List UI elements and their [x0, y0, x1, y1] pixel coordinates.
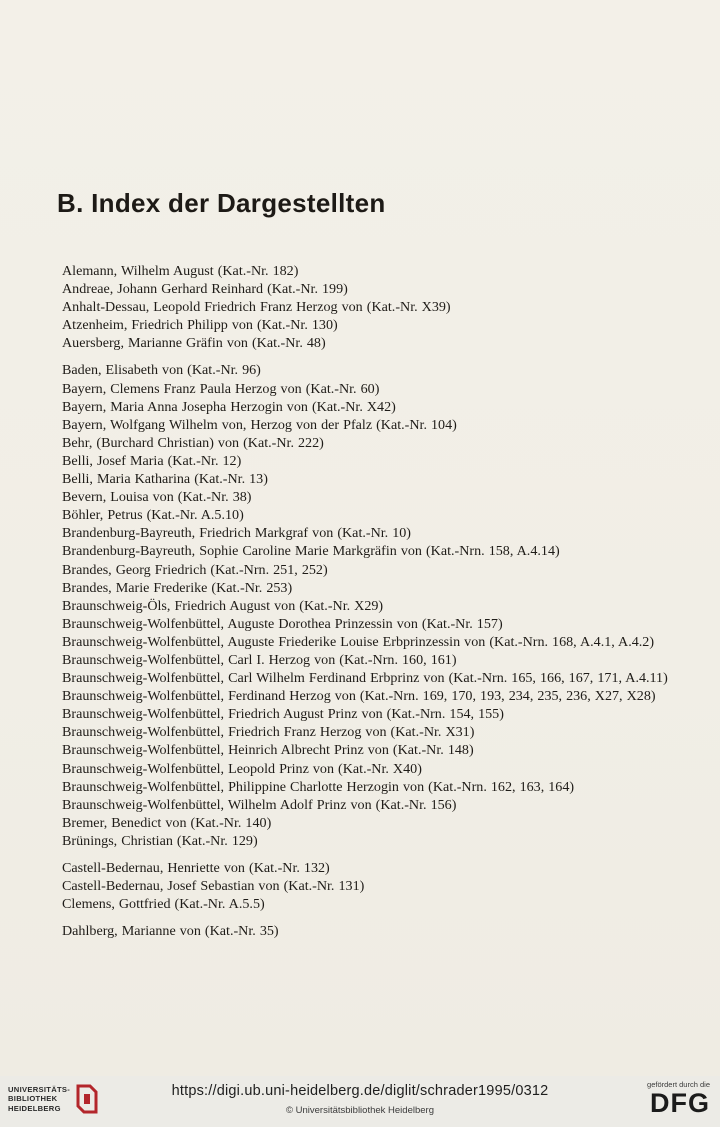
index-entry: Braunschweig-Wolfenbüttel, Leopold Prinz von (Kat.-Nr. X40) [62, 760, 422, 777]
bleed-through-shadow [380, 58, 396, 76]
index-entry: Braunschweig-Wolfenbüttel, Friedrich Franz Herzog von (Kat.-Nr. X31) [62, 724, 475, 741]
index-entry: Brandenburg-Bayreuth, Friedrich Markgraf von (Kat.-Nr. 10) [62, 525, 412, 542]
index-entry: Böhler, Petrus (Kat.-Nr. A.5.10) [62, 507, 244, 524]
index-entry: Braunschweig-Wolfenbüttel, Philippine Charlotte Herzogin von (Kat.-Nrn. 162, 163, 164) [62, 778, 575, 795]
index-entry: Braunschweig-Wolfenbüttel, Carl Wilhelm Ferdinand Erbprinz von (Kat.-Nrn. 165, 166, 167, 171, A.4.11) [62, 670, 668, 687]
index-entry: Castell-Bedernau, Henriette von (Kat.-Nr. 132) [62, 860, 330, 876]
index-entry: Braunschweig-Wolfenbüttel, Wilhelm Adolf Prinz von (Kat.-Nr. 156) [62, 796, 457, 813]
index-entry: Auersberg, Marianne Gräfin von (Kat.-Nr. 48) [62, 335, 326, 352]
index-entry: Castell-Bedernau, Josef Sebastian von (Kat.-Nr. 131) [62, 878, 365, 895]
footer-bar [0, 1076, 720, 1127]
index-entry: Bremer, Benedict von (Kat.-Nr. 140) [62, 814, 272, 831]
index-entry: Andreae, Johann Gerhard Reinhard (Kat.-Nr. 199) [62, 281, 348, 298]
index-entry: Clemens, Gottfried (Kat.-Nr. A.5.5) [62, 896, 265, 913]
index-entry: Brandes, Georg Friedrich (Kat.-Nrn. 251, 252) [62, 561, 328, 578]
funder-caption: gefördert durch die [647, 1080, 710, 1089]
index-entry: Brandenburg-Bayreuth, Sophie Caroline Marie Markgräfin von (Kat.-Nrn. 158, A.4.14) [62, 543, 560, 560]
index-entry: Behr, (Burchard Christian) von (Kat.-Nr. 222) [62, 434, 324, 451]
index-entry: Brandes, Marie Frederike (Kat.-Nr. 253) [62, 579, 293, 596]
index-entry: Bayern, Clemens Franz Paula Herzog von (Kat.-Nr. 60) [62, 380, 380, 397]
index-entry: Belli, Josef Maria (Kat.-Nr. 12) [62, 452, 242, 469]
index-entry: Brünings, Christian (Kat.-Nr. 129) [62, 832, 258, 849]
dfg-logo: DFG [650, 1088, 710, 1118]
letter-group-gap [62, 850, 674, 859]
copyright-notice: © Universitätsbibliothek Heidelberg [286, 1105, 434, 1116]
index-entry: Braunschweig-Wolfenbüttel, Auguste Friederike Louise Erbprinzessin von (Kat.-Nrn. 168, A.4.1, A.4.2) [62, 633, 655, 650]
index-entry: Bevern, Louisa von (Kat.-Nr. 38) [62, 489, 252, 506]
index-entry: Alemann, Wilhelm August (Kat.-Nr. 182) [62, 263, 299, 279]
index-entry: Braunschweig-Wolfenbüttel, Ferdinand Herzog von (Kat.-Nrn. 169, 170, 193, 234, 235, 236, X27, X28) [62, 688, 656, 705]
bleed-through-shadow [420, 104, 442, 130]
index-entry: Bayern, Maria Anna Josepha Herzogin von (Kat.-Nr. X42) [62, 398, 396, 415]
index-entry-list [62, 262, 674, 940]
library-name: UNIVERSITÄTS- BIBLIOTHEK HEIDELBERG [8, 1085, 71, 1113]
index-entry: Baden, Elisabeth von (Kat.-Nr. 96) [62, 362, 261, 379]
index-entry: Belli, Maria Katharina (Kat.-Nr. 13) [62, 471, 268, 488]
funder-logo[interactable] [647, 1080, 710, 1117]
index-entry: Braunschweig-Wolfenbüttel, Friedrich August Prinz von (Kat.-Nrn. 154, 155) [62, 706, 504, 723]
page-title: B. Index der Dargestellten [57, 188, 386, 218]
index-entry: Braunschweig-Öls, Friedrich August von (Kat.-Nr. X29) [62, 597, 384, 614]
letter-group-gap [62, 913, 674, 922]
index-entry: Dahlberg, Marianne von (Kat.-Nr. 35) [62, 923, 279, 940]
permalink-url[interactable]: https://digi.ub.uni-heidelberg.de/diglit/schrader1995/0312 [171, 1083, 549, 1099]
index-entry: Anhalt-Dessau, Leopold Friedrich Franz Herzog von (Kat.-Nr. X39) [62, 299, 451, 316]
index-entry: Braunschweig-Wolfenbüttel, Auguste Dorothea Prinzessin von (Kat.-Nr. 157) [62, 615, 503, 632]
library-logo[interactable] [8, 1084, 98, 1114]
ub-heidelberg-logo-icon [76, 1084, 98, 1114]
index-entry: Atzenheim, Friedrich Philipp von (Kat.-Nr. 130) [62, 317, 338, 334]
index-entry: Braunschweig-Wolfenbüttel, Heinrich Albrecht Prinz von (Kat.-Nr. 148) [62, 742, 474, 759]
letter-group-gap [62, 352, 674, 361]
index-entry: Bayern, Wolfgang Wilhelm von, Herzog von der Pfalz (Kat.-Nr. 104) [62, 416, 457, 433]
index-entry: Braunschweig-Wolfenbüttel, Carl I. Herzog von (Kat.-Nrn. 160, 161) [62, 651, 457, 668]
